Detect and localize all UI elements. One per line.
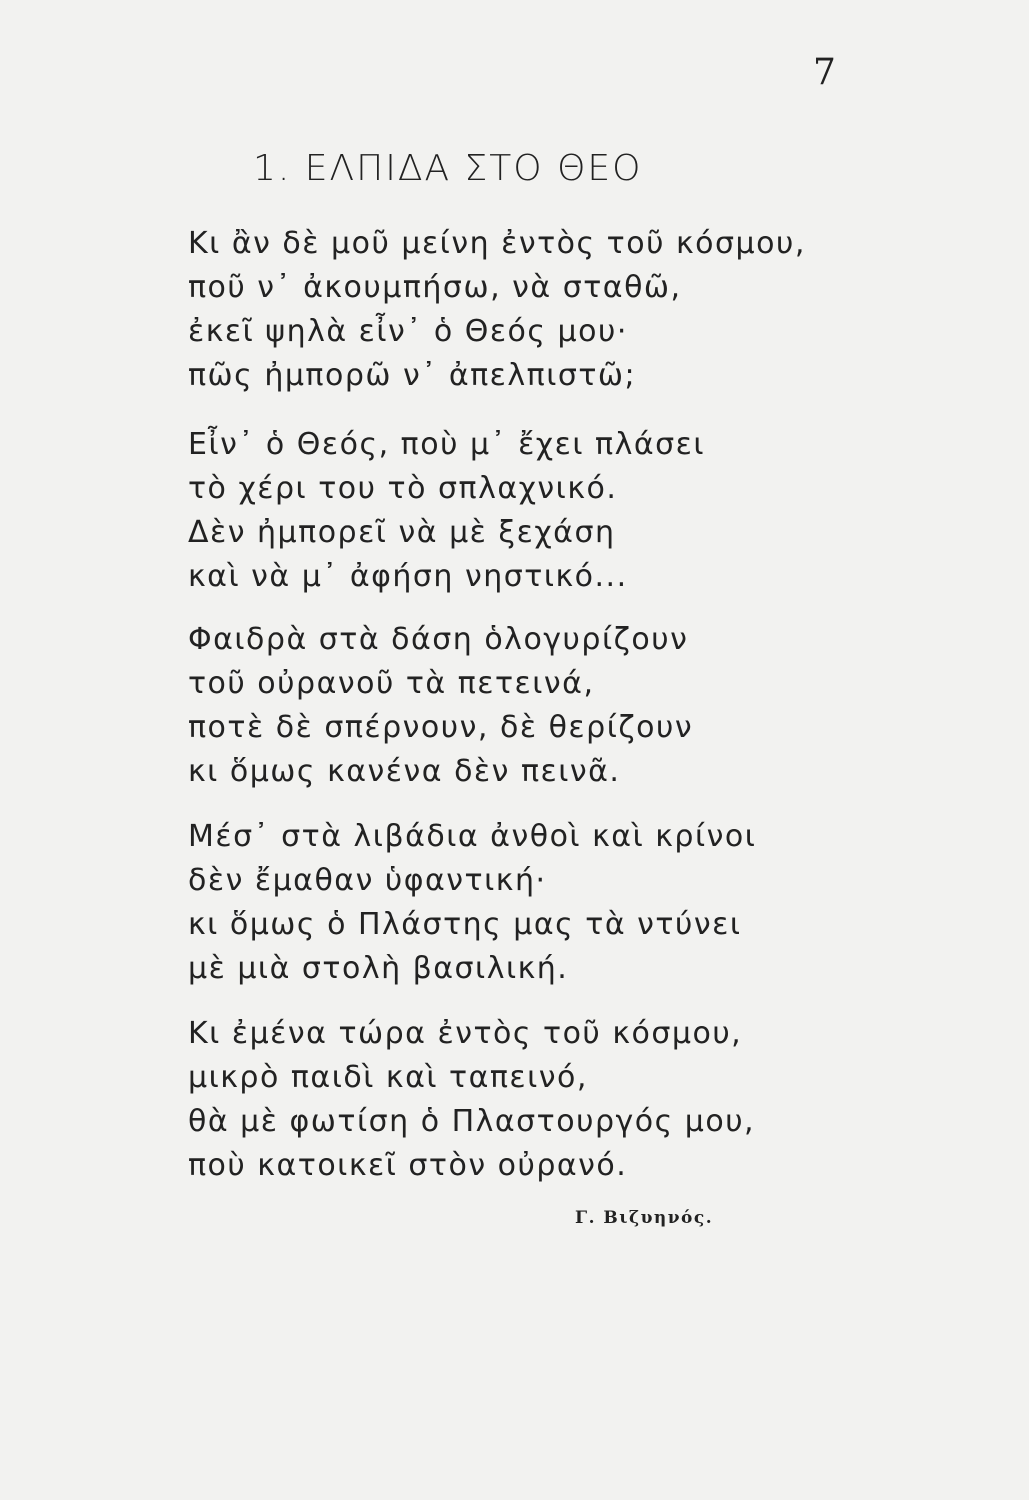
verse-line: καὶ νὰ μ᾽ ἀφήση νηστικό... bbox=[188, 559, 628, 594]
stanza-2 bbox=[188, 423, 705, 599]
verse-line: δὲν ἔμαθαν ὑφαντική· bbox=[188, 863, 547, 898]
verse-line: ποὺ κατοικεῖ στὸν οὐρανό. bbox=[188, 1148, 628, 1183]
verse-line: Φαιδρὰ στὰ δάση ὁλογυρίζουν bbox=[188, 622, 689, 657]
stanza-3 bbox=[188, 618, 693, 794]
verse-line: κι ὅμως ὁ Πλάστης μας τὰ ντύνει bbox=[188, 907, 742, 942]
verse-line: Δὲν ἠμπορεῖ νὰ μὲ ξεχάση bbox=[188, 515, 616, 550]
verse-line: Εἶν᾽ ὁ Θεός, ποὺ μ᾽ ἔχει πλάσει bbox=[188, 427, 706, 462]
stanza-5 bbox=[188, 1012, 755, 1188]
page-number: 7 bbox=[813, 52, 836, 93]
poem-title: 1. ΕΛΠΙΔΑ ΣΤΟ ΘΕΟ bbox=[253, 148, 643, 189]
verse-line: Κι ἐμένα τώρα ἐντὸς τοῦ κόσμου, bbox=[188, 1016, 743, 1051]
verse-line: τὸ χέρι του τὸ σπλαχνικό. bbox=[188, 471, 618, 506]
verse-line: Κι ἂν δὲ μοῦ μείνη ἐντὸς τοῦ κόσμου, bbox=[188, 226, 806, 261]
verse-line: θὰ μὲ φωτίση ὁ Πλαστουργός μου, bbox=[188, 1104, 756, 1139]
author-signature: Γ. Βιζυηνός. bbox=[575, 1208, 714, 1228]
verse-line: μὲ μιὰ στολὴ βασιλική. bbox=[188, 951, 569, 986]
verse-line: κι ὅμως κανένα δὲν πεινᾶ. bbox=[188, 754, 621, 789]
verse-line: τοῦ οὐρανοῦ τὰ πετεινά, bbox=[188, 666, 595, 701]
verse-line: ποτὲ δὲ σπέρνουν, δὲ θερίζουν bbox=[188, 710, 694, 745]
verse-line: μικρὸ παιδὶ καὶ ταπεινό, bbox=[188, 1060, 588, 1095]
verse-line: ἐκεῖ ψηλὰ εἶν᾽ ὁ Θεός μου· bbox=[188, 314, 628, 349]
verse-line: ποῦ ν᾽ ἀκουμπήσω, νὰ σταθῶ, bbox=[188, 270, 682, 305]
stanza-4 bbox=[188, 815, 756, 991]
stanza-1 bbox=[188, 222, 806, 398]
verse-line: πῶς ἠμπορῶ ν᾽ ἀπελπιστῶ; bbox=[188, 358, 637, 393]
verse-line: Μέσ᾽ στὰ λιβάδια ἀνθοὶ καὶ κρίνοι bbox=[188, 819, 757, 854]
